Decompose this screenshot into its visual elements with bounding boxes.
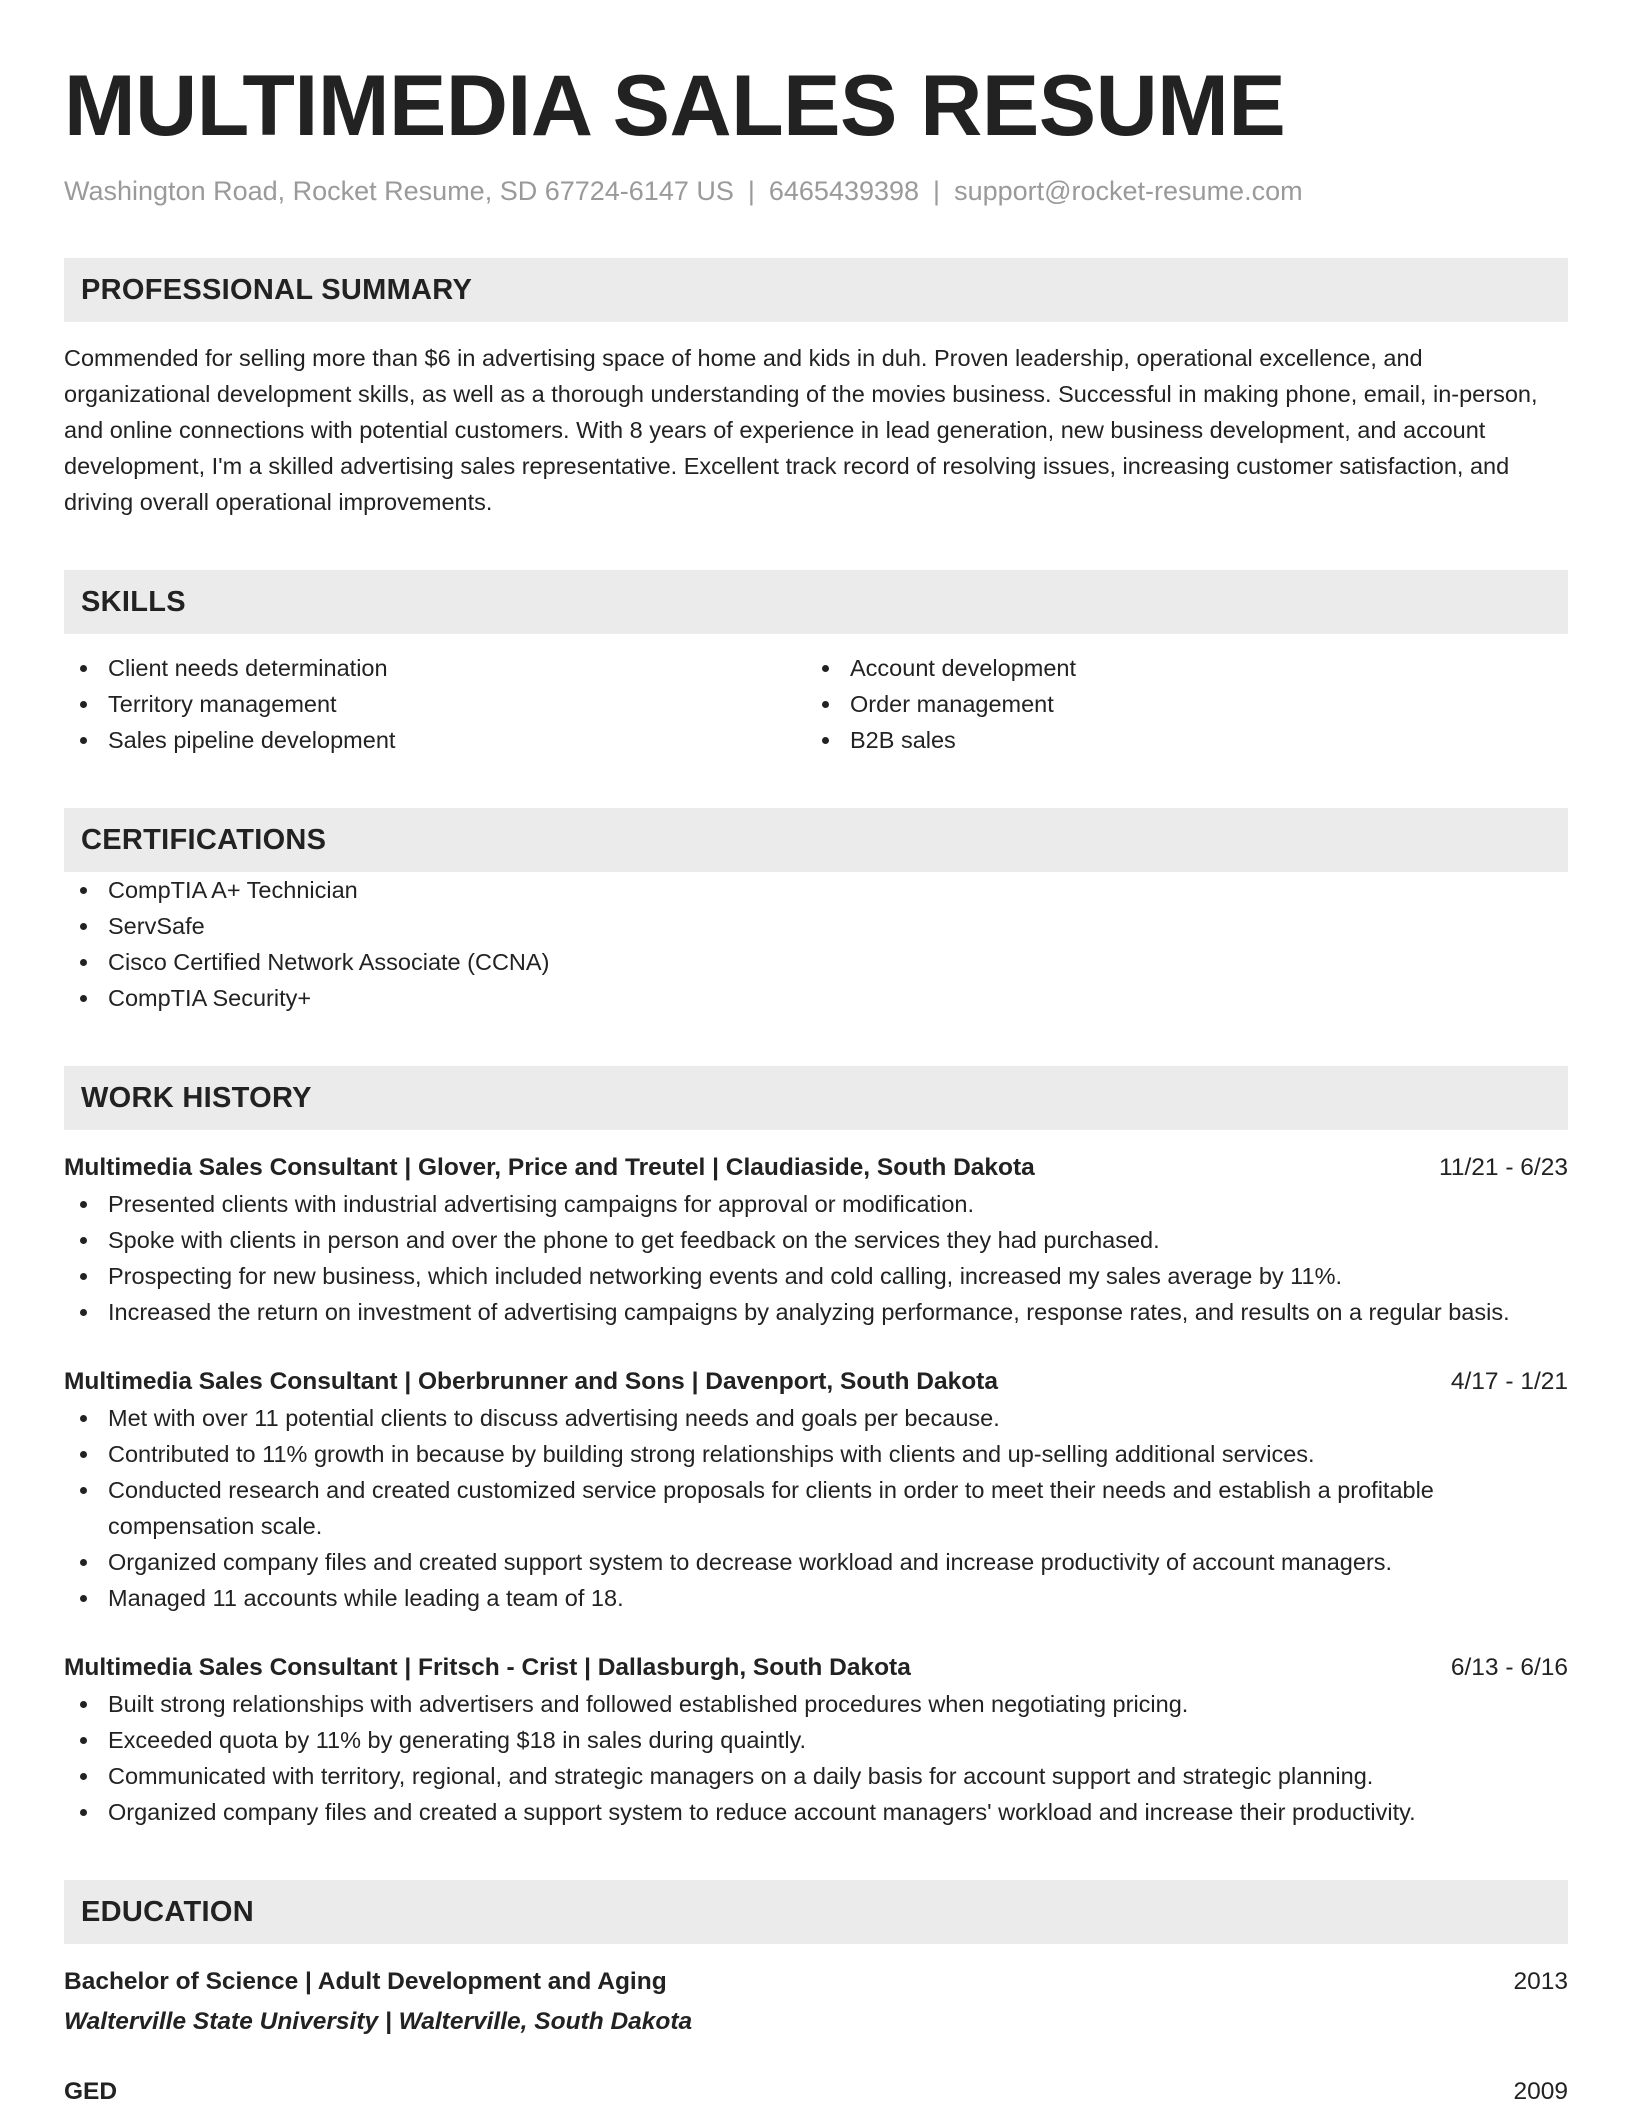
certification-item: CompTIA A+ Technician — [64, 872, 1568, 908]
section-heading-certifications: CERTIFICATIONS — [64, 808, 1568, 872]
job-bullet: Exceeded quota by 11% by generating $18 in sales during quaintly. — [64, 1722, 1568, 1758]
job-entry — [64, 1150, 1568, 1330]
job-bullet-list — [64, 1686, 1568, 1830]
job-bullet: Prospecting for new business, which included networking events and cold calling, increased my sales average by 11%. — [64, 1258, 1568, 1294]
skills-column-right — [806, 650, 1548, 758]
job-bullet: Spoke with clients in person and over the phone to get feedback on the services they had purchased. — [64, 1222, 1568, 1258]
skills-list — [64, 650, 1568, 758]
skills-column-left — [64, 650, 806, 758]
job-bullet-list — [64, 1400, 1568, 1616]
education-school: Walterville State University | Walterville, South Dakota — [64, 2008, 693, 2035]
skill-item: Client needs determination — [64, 650, 806, 686]
contact-separator: | — [747, 176, 755, 206]
resume-title: MULTIMEDIA SALES RESUME — [64, 58, 1286, 154]
job-entry — [64, 1650, 1568, 1830]
job-header — [64, 1364, 1568, 1400]
job-title: Multimedia Sales Consultant | Oberbrunner and Sons | Davenport, South Dakota — [64, 1368, 998, 1395]
section-heading-summary: PROFESSIONAL SUMMARY — [64, 258, 1568, 322]
skill-item: Account development — [806, 650, 1548, 686]
job-dates: 6/13 - 6/16 — [1450, 1654, 1568, 1681]
contact-address: Washington Road, Rocket Resume, SD 67724-6147 US — [64, 176, 734, 206]
skill-item: Territory management — [64, 686, 806, 722]
job-bullet: Communicated with territory, regional, and strategic managers on a daily basis for account support and strategic planning. — [64, 1758, 1568, 1794]
job-bullet: Contributed to 11% growth in because by building strong relationships with clients and up-selling additional services. — [64, 1436, 1568, 1472]
skill-item: B2B sales — [806, 722, 1548, 758]
job-bullet: Met with over 11 potential clients to discuss advertising needs and goals per because. — [64, 1400, 1568, 1436]
education-header — [64, 1964, 1568, 2000]
contact-line — [64, 174, 1568, 208]
contact-separator: | — [933, 176, 941, 206]
section-heading-skills: SKILLS — [64, 570, 1568, 634]
education-header — [64, 2074, 1568, 2110]
education-degree: GED — [64, 2078, 118, 2105]
job-bullet: Organized company files and created support system to decrease workload and increase productivity of account managers. — [64, 1544, 1568, 1580]
skill-item: Order management — [806, 686, 1548, 722]
job-title: Multimedia Sales Consultant | Glover, Price and Treutel | Claudiaside, South Dakota — [64, 1154, 1035, 1181]
certification-item: Cisco Certified Network Associate (CCNA) — [64, 944, 1568, 980]
section-heading-education: EDUCATION — [64, 1880, 1568, 1944]
section-heading-work-history: WORK HISTORY — [64, 1066, 1568, 1130]
contact-phone: 6465439398 — [768, 176, 920, 206]
contact-email: support@rocket-resume.com — [954, 176, 1303, 206]
education-year: 2013 — [1513, 1968, 1568, 1995]
education-entry — [64, 1964, 1568, 2040]
job-bullet: Managed 11 accounts while leading a team of 18. — [64, 1580, 1568, 1616]
job-bullet-list — [64, 1186, 1568, 1330]
job-bullet: Built strong relationships with advertisers and followed established procedures when negotiating pricing. — [64, 1686, 1568, 1722]
job-title: Multimedia Sales Consultant | Fritsch - Crist | Dallasburgh, South Dakota — [64, 1654, 911, 1681]
education-degree: Bachelor of Science | Adult Development and Aging — [64, 1968, 667, 1995]
job-dates: 4/17 - 1/21 — [1450, 1368, 1568, 1395]
job-header — [64, 1150, 1568, 1186]
job-bullet: Presented clients with industrial advertising campaigns for approval or modification. — [64, 1186, 1568, 1222]
job-bullet: Organized company files and created a support system to reduce account managers' workload and increase their productivity. — [64, 1794, 1568, 1830]
certification-item: ServSafe — [64, 908, 1568, 944]
education-year: 2009 — [1513, 2078, 1568, 2105]
summary-text: Commended for selling more than $6 in advertising space of home and kids in duh. Proven leadership, operational excellence, and organizational development skills, as well as a thorough understanding of the movies business. Successful in making phone, email, in-person, and online connections with potential customers. With 8 years of experience in lead generation, new business development, and account development, I'm a skilled advertising sales representative. Excellent track record of resolving issues, increasing customer satisfaction, and driving overall operational improvements. — [64, 345, 1538, 515]
resume-page — [64, 0, 1568, 2110]
skill-item: Sales pipeline development — [64, 722, 806, 758]
job-bullet: Conducted research and created customized service proposals for clients in order to meet their needs and establish a profitable compensation scale. — [64, 1472, 1568, 1544]
certification-item: CompTIA Security+ — [64, 980, 1568, 1016]
job-header — [64, 1650, 1568, 1686]
job-bullet: Increased the return on investment of advertising campaigns by analyzing performance, response rates, and results on a regular basis. — [64, 1294, 1568, 1330]
job-entry — [64, 1364, 1568, 1616]
job-dates: 11/21 - 6/23 — [1439, 1154, 1568, 1181]
certifications-list — [64, 872, 1568, 1016]
education-entry — [64, 2074, 1568, 2110]
